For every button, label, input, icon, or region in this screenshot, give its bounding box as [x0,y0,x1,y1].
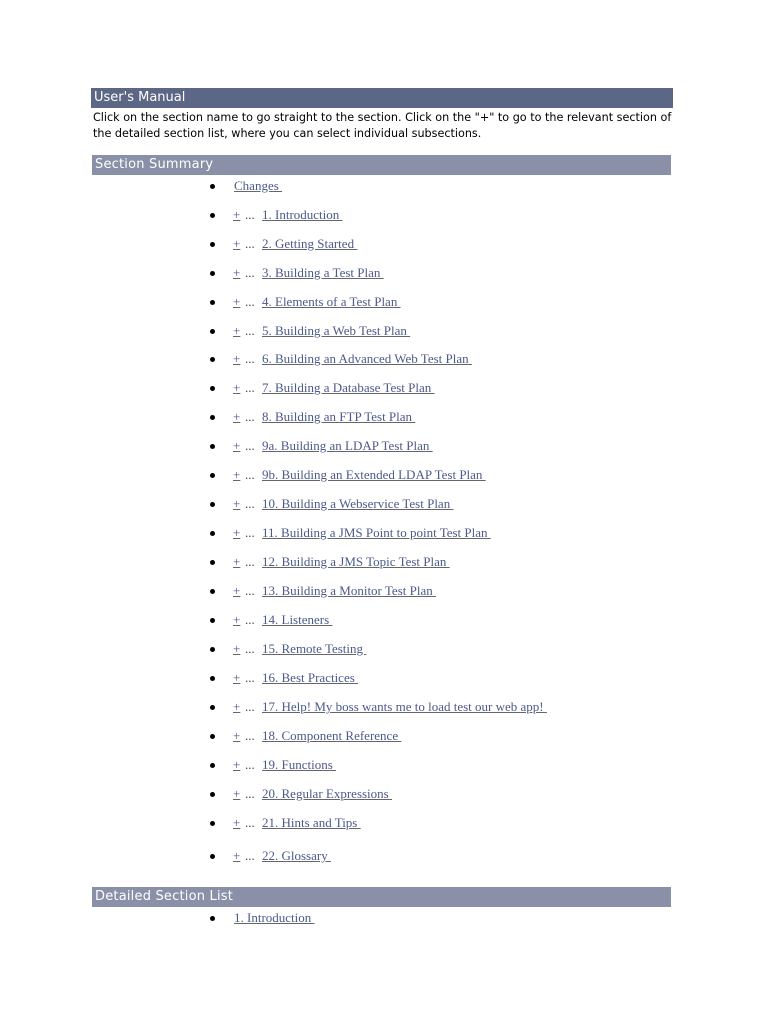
ellipsis: ... [245,265,255,280]
expand-plus-link[interactable]: + [233,554,241,569]
ellipsis: ... [245,323,255,338]
expand-plus-link[interactable]: + [233,699,241,714]
ellipsis: ... [245,294,255,309]
expand-plus-link[interactable]: + [233,265,241,280]
section-link[interactable]: 21. Hints and Tips [262,815,361,830]
section-link[interactable]: 22. Glossary [262,848,331,863]
expand-plus-link[interactable]: + [233,496,241,511]
bullet-icon [210,792,215,797]
summary-item [0,847,768,865]
summary-item [0,524,768,542]
ellipsis: ... [245,351,255,366]
ellipsis: ... [245,554,255,569]
section-link[interactable]: 3. Building a Test Plan [262,265,384,280]
summary-item [0,206,768,224]
ellipsis: ... [245,467,255,482]
bullet-icon [210,821,215,826]
summary-item [0,814,768,832]
bullet-icon [210,647,215,652]
ellipsis: ... [245,612,255,627]
summary-item [0,495,768,513]
bullet-icon [210,357,215,362]
expand-plus-link[interactable]: + [233,351,241,366]
summary-item [0,785,768,803]
bullet-icon [210,531,215,536]
expand-plus-link[interactable]: + [233,583,241,598]
bullet-icon [210,184,215,189]
ellipsis: ... [245,236,255,251]
section-link[interactable]: 11. Building a JMS Point to point Test Plan [262,525,491,540]
expand-plus-link[interactable]: + [233,409,241,424]
bullet-icon [210,502,215,507]
expand-plus-link[interactable]: + [233,786,241,801]
section-link[interactable]: 5. Building a Web Test Plan [262,323,411,338]
expand-plus-link[interactable]: + [233,380,241,395]
section-link[interactable]: 16. Best Practices [262,670,359,685]
expand-plus-link[interactable]: + [233,728,241,743]
section-link[interactable]: 2. Getting Started [262,236,358,251]
expand-plus-link[interactable]: + [233,670,241,685]
section-link[interactable]: 18. Component Reference [262,728,402,743]
expand-plus-link[interactable]: + [233,438,241,453]
summary-item [0,698,768,716]
summary-item [0,640,768,658]
ellipsis: ... [245,207,255,222]
ellipsis: ... [245,728,255,743]
summary-item-changes [0,177,768,195]
expand-plus-link[interactable]: + [233,207,241,222]
ellipsis: ... [245,670,255,685]
bullet-icon [210,916,215,921]
summary-item [0,235,768,253]
section-link[interactable]: 6. Building an Advanced Web Test Plan [262,351,472,366]
ellipsis: ... [245,699,255,714]
summary-item [0,350,768,368]
summary-item [0,293,768,311]
ellipsis: ... [245,380,255,395]
ellipsis: ... [245,496,255,511]
manual-title: User's Manual [94,90,186,105]
summary-item [0,437,768,455]
expand-plus-link[interactable]: + [233,525,241,540]
expand-plus-link[interactable]: + [233,294,241,309]
bullet-icon [210,242,215,247]
ellipsis: ... [245,815,255,830]
bullet-icon [210,734,215,739]
bullet-icon [210,415,215,420]
summary-item [0,408,768,426]
expand-plus-link[interactable]: + [233,236,241,251]
section-link[interactable]: 17. Help! My boss wants me to load test our web app! [262,699,547,714]
ellipsis: ... [245,757,255,772]
ellipsis: ... [245,848,255,863]
bullet-icon [210,444,215,449]
summary-item [0,379,768,397]
ellipsis: ... [245,583,255,598]
summary-item [0,322,768,340]
bullet-icon [210,386,215,391]
bullet-icon [210,589,215,594]
ellipsis: ... [245,409,255,424]
section-link[interactable]: 4. Elements of a Test Plan [262,294,401,309]
detailed-section-bar [92,887,671,907]
summary-item [0,669,768,687]
section-link[interactable]: 15. Remote Testing [262,641,367,656]
bullet-icon [210,763,215,768]
ellipsis: ... [245,641,255,656]
summary-item [0,611,768,629]
detailed-item [0,909,768,927]
expand-plus-link[interactable]: + [233,641,241,656]
expand-plus-link[interactable]: + [233,612,241,627]
summary-item [0,553,768,571]
bullet-icon [210,705,215,710]
detailed-section-heading: Detailed Section List [95,889,234,904]
section-summary-heading: Section Summary [95,157,214,172]
ellipsis: ... [245,525,255,540]
ellipsis: ... [245,438,255,453]
section-link[interactable]: 1. Introduction [262,207,343,222]
section-link[interactable]: 9b. Building an Extended LDAP Test Plan [262,467,486,482]
section-link[interactable]: 13. Building a Monitor Test Plan [262,583,436,598]
bullet-icon [210,560,215,565]
summary-item [0,582,768,600]
expand-plus-link[interactable]: + [233,848,241,863]
bullet-icon [210,854,215,859]
manual-title-bar [91,88,673,108]
bullet-icon [210,213,215,218]
section-link[interactable]: 7. Building a Database Test Plan [262,380,435,395]
bullet-icon [210,473,215,478]
section-link[interactable]: 8. Building an FTP Test Plan [262,409,416,424]
section-link[interactable]: 9a. Building an LDAP Test Plan [262,438,433,453]
summary-item [0,466,768,484]
expand-plus-link[interactable]: + [233,323,241,338]
section-link[interactable]: 19. Functions [262,757,337,772]
bullet-icon [210,676,215,681]
section-link[interactable]: 10. Building a Webservice Test Plan [262,496,454,511]
section-link[interactable]: 12. Building a JMS Topic Test Plan [262,554,450,569]
section-link[interactable]: 20. Regular Expressions [262,786,392,801]
detailed-section-link[interactable]: 1. Introduction [234,910,315,925]
summary-item [0,727,768,745]
changes-link[interactable]: Changes [234,178,283,193]
bullet-icon [210,300,215,305]
expand-plus-link[interactable]: + [233,757,241,772]
ellipsis: ... [245,786,255,801]
bullet-icon [210,329,215,334]
section-summary-bar [92,155,671,175]
bullet-icon [210,618,215,623]
bullet-icon [210,271,215,276]
summary-item [0,756,768,774]
summary-item [0,264,768,282]
section-link[interactable]: 14. Listeners [262,612,333,627]
manual-intro-text: Click on the section name to go straight to the section. Click on the "+" to go to the relevant section of the detailed section list, where you can select individual subsections. [93,111,672,140]
expand-plus-link[interactable]: + [233,467,241,482]
expand-plus-link[interactable]: + [233,815,241,830]
